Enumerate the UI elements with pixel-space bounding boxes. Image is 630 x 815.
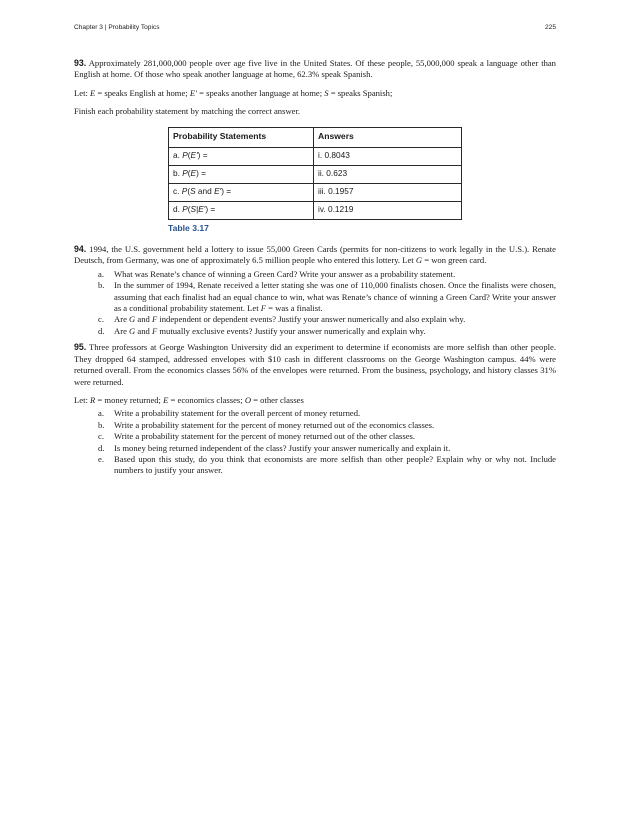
statement-cell: b. P(E) = <box>169 165 314 183</box>
running-header <box>74 24 556 36</box>
question-number: 95. <box>74 342 87 353</box>
var-E-prime: E′ <box>189 87 197 98</box>
question-text: Approximately 281,000,000 people over age five live in the United States. Of these people, 55,000,000 speak a language other than English at home. Of those who speak another language at home, 62.3% speak Spanish. <box>74 58 556 80</box>
var-E: E <box>163 394 169 405</box>
question-94: 94. 1994, the U.S. government held a lottery to issue 55,000 Green Cards (permits for non-citizens to work legally in the U.S.). Renate Deutsch, from Germany, was one of approximately 6.5 million people who entered this lottery. Let G = won green card. <box>74 244 556 266</box>
instruction: Finish each probability statement by matching the correct answer. <box>74 106 300 117</box>
question-94-parts <box>74 269 556 337</box>
page-content <box>74 58 556 477</box>
table-caption: Table 3.17 <box>168 222 209 233</box>
var-S: S <box>324 87 329 98</box>
def-S: = speaks Spanish; <box>328 87 393 98</box>
table-header-row <box>169 127 462 147</box>
list-item: e. Based upon this study, do you think that economists are more selfish than other people? Explain why or why not. Include numbers to justify your answer. <box>98 453 556 476</box>
let-label: Let: <box>74 87 90 98</box>
question-95 <box>74 342 556 388</box>
list-item: c. Are G and F independent or dependent events? Justify your answer numerically and also explain why. <box>98 314 466 325</box>
var-G: G <box>415 255 423 266</box>
list-item: a. Write a probability statement for the overall percent of money returned. <box>98 408 361 419</box>
probability-table <box>168 127 462 220</box>
question-93 <box>74 58 556 81</box>
def-E: = speaks English at home; <box>95 87 190 98</box>
column-header: Answers <box>314 127 462 147</box>
var-O: O <box>244 394 252 405</box>
list-item: d. Are G and F mutually exclusive events? Justify your answer numerically and explain why. <box>98 325 426 336</box>
question-text: 1994, the U.S. government held a lottery to issue 55,000 Green Cards (permits for non-citizens to work legally in the U.S.). Renate Deutsch, from Germany, was one of approximately 6.5 million people who entered this lottery. Let <box>74 244 556 266</box>
statement-cell: d. P(S|E′) = <box>169 201 314 219</box>
column-header: Probability Statements <box>169 127 314 147</box>
list-item: a. What was Renate’s chance of winning a Green Card? Write your answer as a probability statement. <box>98 268 456 279</box>
def-E-prime: = speaks another language at home; <box>196 87 325 98</box>
statement-cell: a. P(E′) = <box>169 147 314 165</box>
table-row <box>169 201 462 219</box>
list-item: c. Write a probability statement for the percent of money returned out of the other classes. <box>98 431 416 442</box>
answer-cell: iii. 0.1957 <box>314 183 462 201</box>
variable-definitions: Let: R = money returned; E = economics classes; O = other classes <box>74 394 304 405</box>
table-row <box>169 165 462 183</box>
question-95-parts <box>74 408 556 476</box>
var-E: E <box>90 87 96 98</box>
table-row <box>169 147 462 165</box>
table-row <box>169 183 462 201</box>
answer-cell: i. 0.8043 <box>314 147 462 165</box>
list-item: d. Is money being returned independent of the class? Justify your answer numerically and explain it. <box>98 442 451 453</box>
chapter-title: Chapter 3 | Probability Topics <box>74 24 160 31</box>
statement-cell: c. P(S and E′) = <box>169 183 314 201</box>
var-R: R <box>90 394 96 405</box>
variable-definitions <box>74 88 556 99</box>
page-number: 225 <box>544 24 556 31</box>
question-text: Three professors at George Washington University did an experiment to determine if economists are more selfish than other people. They dropped 64 stamped, addressed envelopes with $10 cash in different classrooms on the George Washington campus. 44% were returned overall. From the economics classes 56% of the envelopes were returned. From the business, psychology, and history classes 31% were returned. <box>74 342 556 387</box>
question-number: 93. <box>74 58 87 68</box>
answer-cell: ii. 0.623 <box>314 165 462 183</box>
list-item: b. In the summer of 1994, Renate received a letter stating she was one of 110,000 finalists chosen. Once the finalists were chosen, assuming that each finalist had an equal chance to win, what was Renate’s chance of winning a Green Card? Write your answer as a conditional probability statement. Let F = was a finalist. <box>98 280 556 314</box>
question-number: 94. <box>74 244 87 255</box>
list-item: b. Write a probability statement for the percent of money returned out of the economics classes. <box>98 419 435 430</box>
answer-cell: iv. 0.1219 <box>314 201 462 219</box>
